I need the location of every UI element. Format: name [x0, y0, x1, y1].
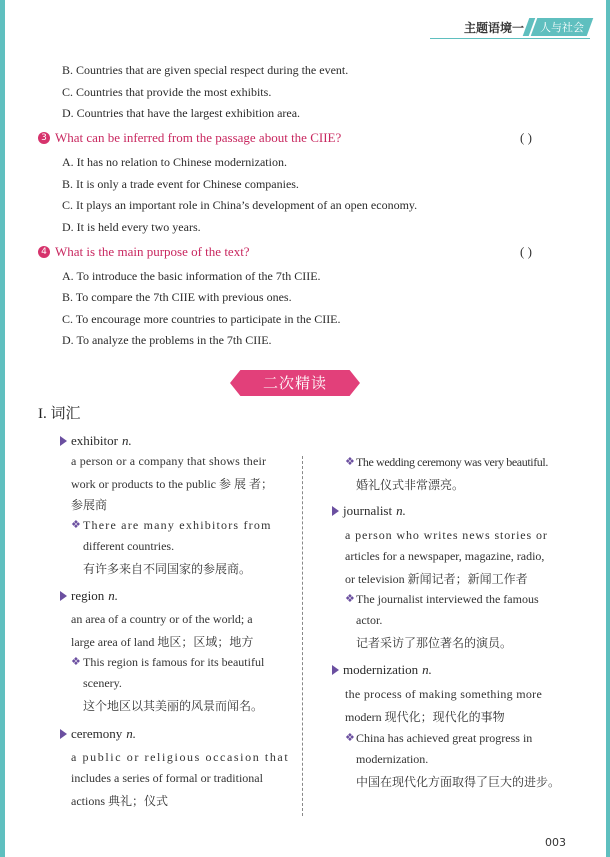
- definition-line: the process of making something more: [345, 687, 543, 701]
- header-tag: [531, 18, 594, 36]
- section-banner: [230, 370, 360, 396]
- q4-option-b: B. To compare the 7th CIIE with previous ones.: [62, 290, 292, 304]
- definition-line: actions 典礼；仪式: [71, 794, 168, 808]
- triangle-icon: [332, 665, 339, 675]
- example-sentence: This region is famous for its beautiful: [83, 655, 265, 669]
- vocab-pos: n.: [422, 662, 432, 677]
- triangle-icon: [60, 436, 67, 446]
- example-bullet-icon: ❖: [345, 593, 355, 605]
- example-sentence: actor.: [356, 613, 383, 627]
- definition-line: a person who writes news stories or: [345, 528, 548, 542]
- question-4: [38, 244, 250, 260]
- vocab-word: journalist: [343, 503, 393, 518]
- example-sentence: The journalist interviewed the famous: [356, 592, 539, 606]
- header-tag-text: 人与社会: [540, 21, 584, 34]
- vocab-journalist: [332, 503, 406, 519]
- q4-option-a: A. To introduce the basic information of the 7th CIIE.: [62, 269, 321, 283]
- example-bullet-icon: ❖: [345, 732, 355, 744]
- header-title: 主题语境一: [463, 20, 524, 35]
- page-header: [464, 18, 590, 36]
- page-number: 003: [545, 836, 566, 849]
- definition-line: an area of a country or of the world; a: [71, 612, 253, 626]
- question-4-answer-blank: ( ): [520, 244, 532, 259]
- example-sentence: different countries.: [83, 539, 175, 553]
- q3-option-d: D. It is held every two years.: [62, 220, 201, 234]
- section-heading: I. 词汇: [38, 406, 81, 422]
- triangle-icon: [60, 729, 67, 739]
- question-4-number: 4: [38, 246, 50, 258]
- triangle-icon: [60, 591, 67, 601]
- header-rule: [430, 38, 590, 39]
- example-sentence: scenery.: [83, 676, 122, 690]
- vocab-word: modernization: [343, 662, 419, 677]
- definition-line: a person or a company that shows their: [71, 454, 267, 468]
- right-border: [606, 0, 610, 857]
- example-sentence: modernization.: [356, 752, 429, 766]
- definition-line: includes a series of formal or traditional: [71, 771, 263, 785]
- vocab-pos: n.: [121, 433, 132, 448]
- example-sentence: The wedding ceremony was very beautiful.: [356, 455, 548, 469]
- definition-line: articles for a newspaper, magazine, radio,: [345, 549, 545, 563]
- definition-line: 参展商: [71, 498, 108, 512]
- definition-line: large area of land 地区；区域；地方: [71, 635, 254, 649]
- definition-line: modern 现代化；现代化的事物: [345, 710, 505, 724]
- q2-option-b: B. Countries that are given special respect during the event.: [62, 63, 349, 77]
- q3-option-a: A. It has no relation to Chinese modernization.: [62, 155, 287, 169]
- left-border: [0, 0, 5, 857]
- vocab-ceremony: [60, 726, 136, 742]
- question-3-number: 3: [38, 132, 50, 144]
- q3-option-c: C. It plays an important role in China’s development of an open economy.: [62, 198, 418, 212]
- example-translation: 婚礼仪式非常漂亮。: [356, 478, 465, 492]
- example-bullet-icon: ❖: [345, 456, 355, 468]
- vocab-pos: n.: [126, 726, 137, 741]
- vocab-exhibitor: [60, 433, 132, 449]
- q4-option-d: D. To analyze the problems in the 7th CIIE.: [62, 333, 272, 347]
- example-translation: 中国在现代化方面取得了巨大的进步。: [356, 775, 561, 789]
- example-sentence: China has achieved great progress in: [356, 731, 533, 745]
- question-3-answer-blank: ( ): [520, 130, 532, 145]
- example-translation: 记者采访了那位著名的演员。: [356, 636, 513, 650]
- banner-text: 二次精读: [262, 374, 327, 392]
- q2-option-d: D. Countries that have the largest exhibition area.: [62, 106, 301, 120]
- vocab-pos: n.: [396, 503, 406, 518]
- column-divider: [302, 456, 303, 816]
- vocab-word: exhibitor: [71, 433, 118, 448]
- example-bullet-icon: ❖: [71, 519, 81, 531]
- q4-option-c: C. To encourage more countries to participate in the CIIE.: [62, 312, 341, 326]
- triangle-icon: [332, 506, 339, 516]
- definition-line: work or products to the public 参 展 者；: [71, 477, 273, 491]
- example-translation: 有许多来自不同国家的参展商。: [83, 562, 252, 576]
- question-3-text: What can be inferred from the passage about the CIIE?: [55, 130, 342, 145]
- question-4-text: What is the main purpose of the text?: [55, 244, 250, 259]
- vocab-word: ceremony: [71, 726, 123, 741]
- q2-option-c: C. Countries that provide the most exhibits.: [62, 85, 272, 99]
- definition-line: or television 新闻记者；新闻工作者: [345, 572, 528, 586]
- question-3: [38, 130, 341, 146]
- vocab-word: region: [71, 588, 105, 603]
- example-sentence: There are many exhibitors from: [83, 518, 272, 532]
- definition-line: a public or religious occasion that: [71, 750, 290, 764]
- vocab-region: [60, 588, 118, 604]
- example-translation: 这个地区以其美丽的风景而闻名。: [83, 699, 264, 713]
- vocab-modernization: [332, 662, 432, 678]
- vocab-pos: n.: [108, 588, 118, 603]
- example-bullet-icon: ❖: [71, 656, 81, 668]
- q3-option-b: B. It is only a trade event for Chinese companies.: [62, 177, 299, 191]
